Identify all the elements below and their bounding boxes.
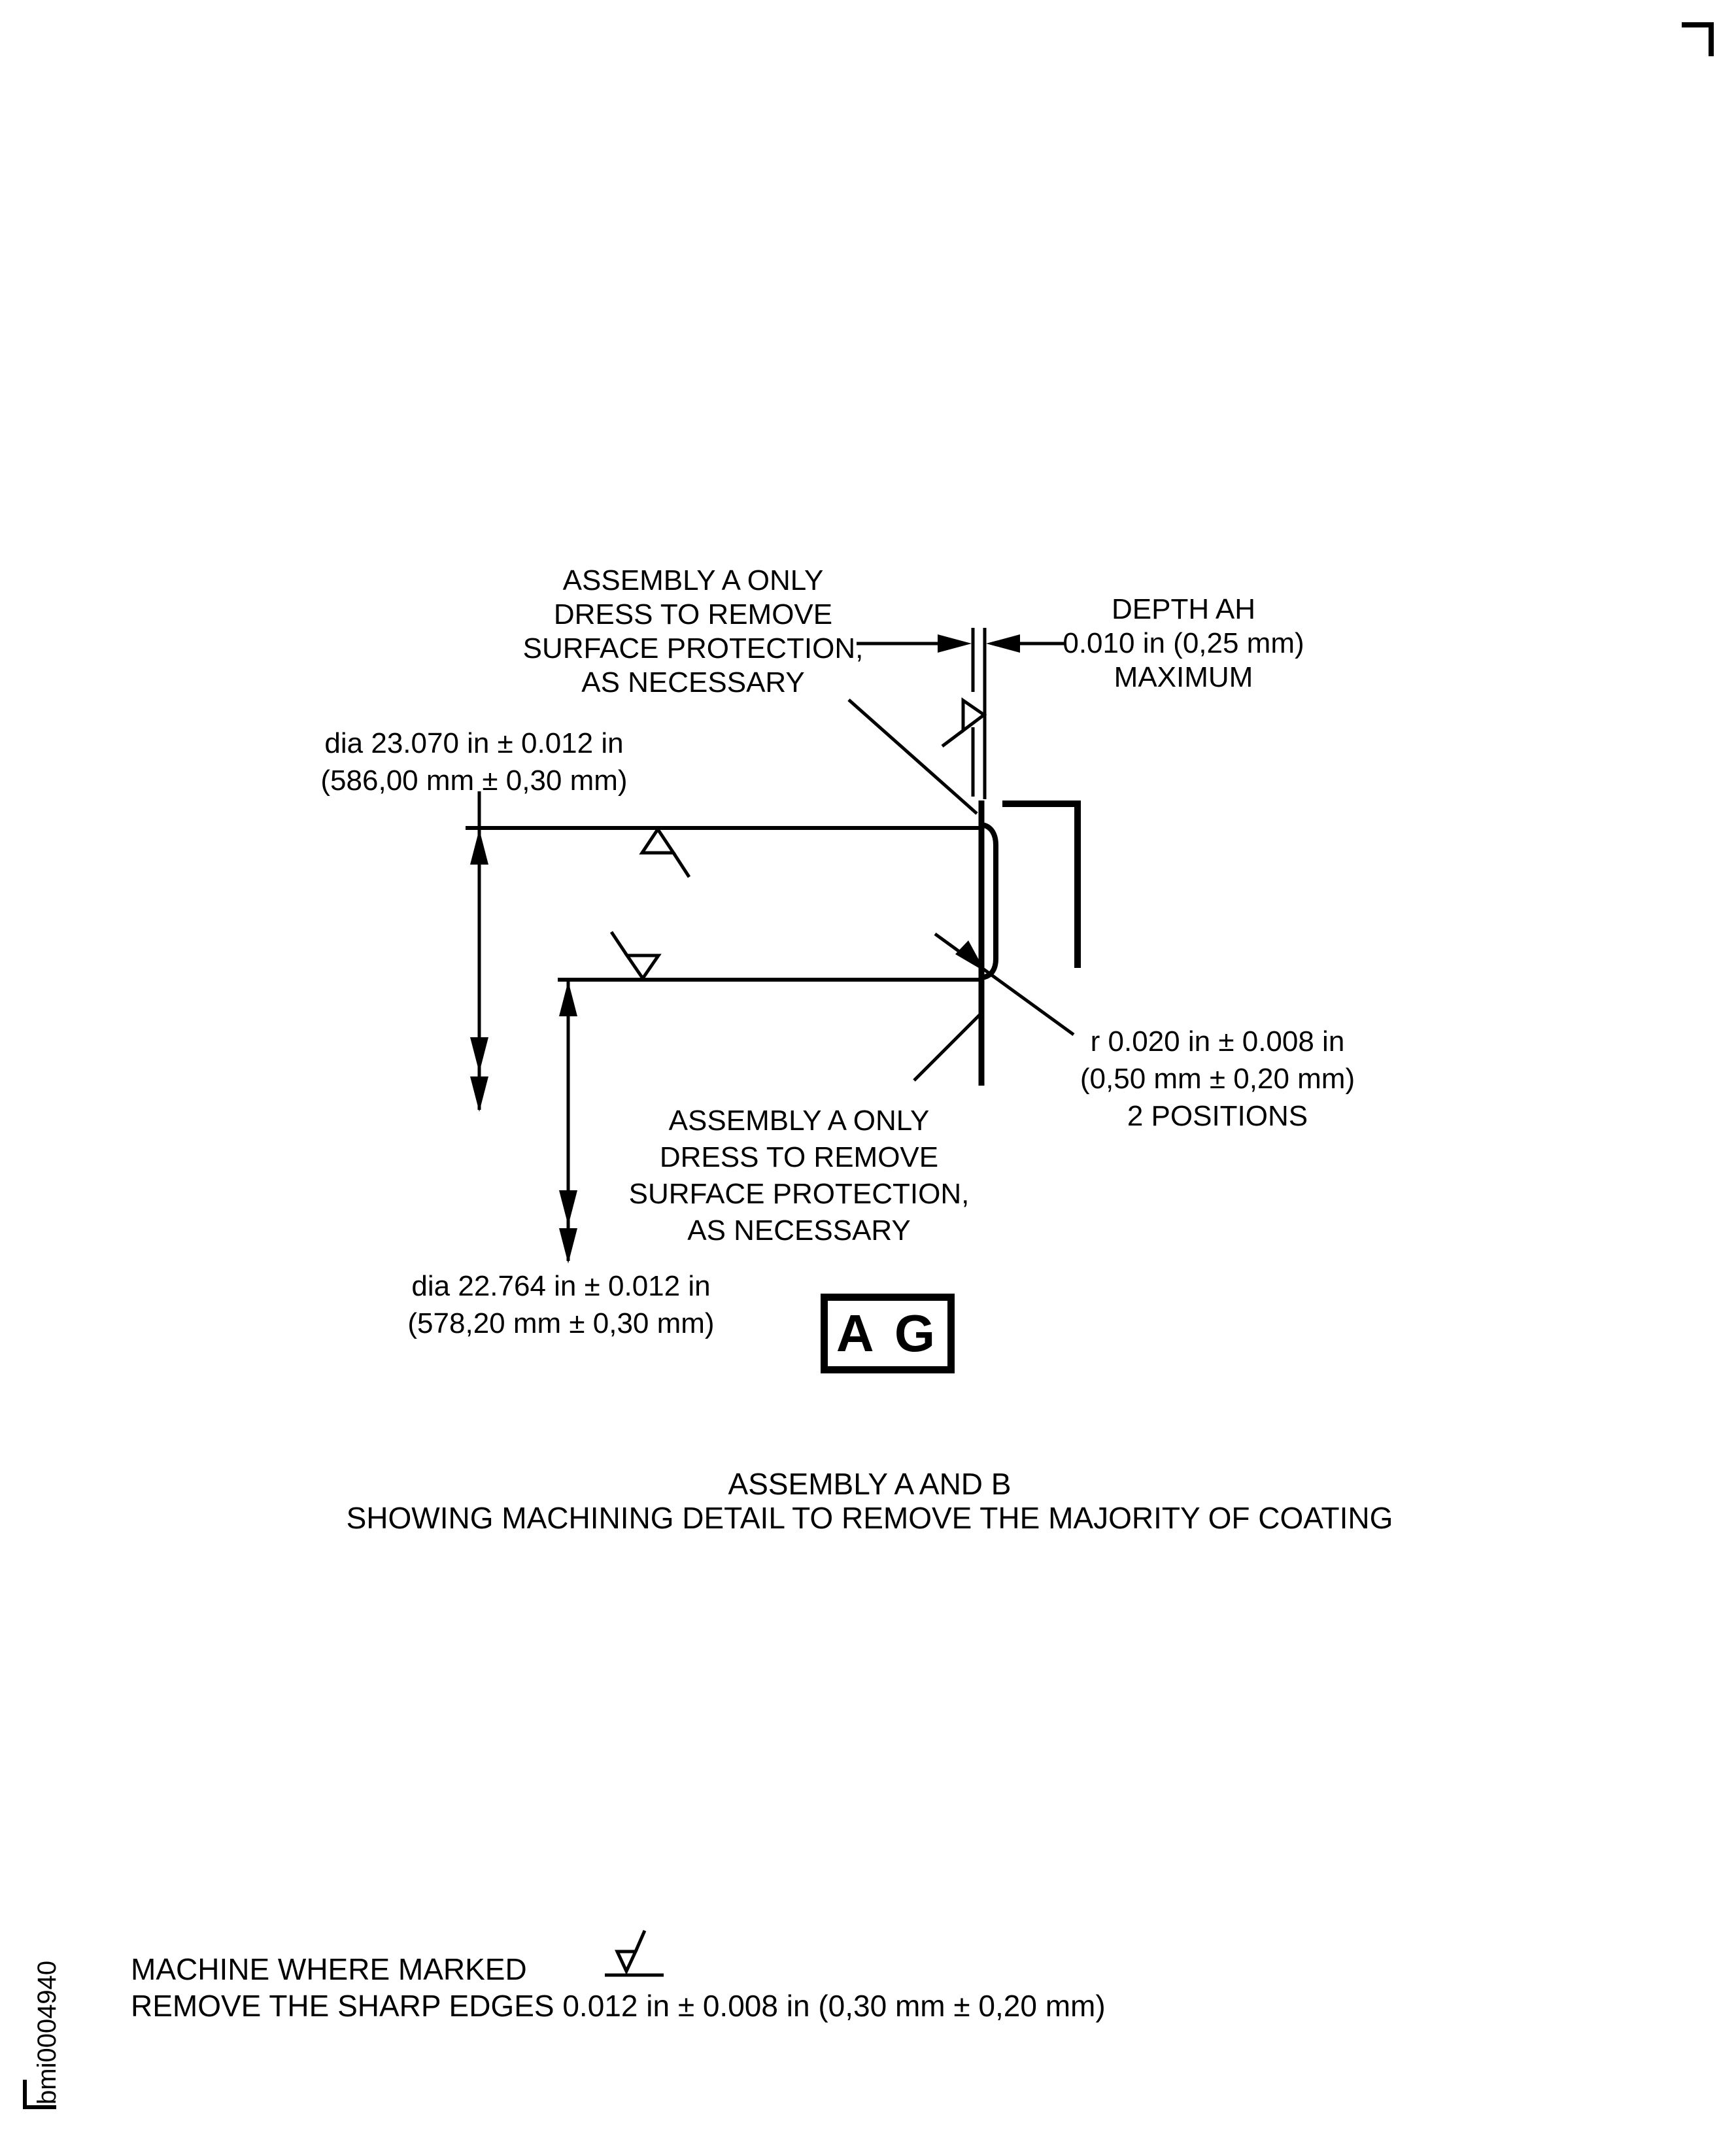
lower-dress-note-line: DRESS TO REMOVE	[659, 1141, 939, 1173]
surface-finish-icon-vertical	[963, 700, 984, 731]
depth-note	[1053, 593, 1314, 695]
upper-dress-note	[497, 564, 889, 700]
dim-arrow-down2-dia-upper	[470, 1076, 488, 1112]
depth-arrowhead-left	[938, 634, 972, 653]
depth-note-line: DEPTH AH	[1111, 593, 1256, 625]
machining-note-line1: MACHINE WHERE MARKED	[131, 1952, 527, 1986]
upper-note-leader-line	[849, 700, 977, 814]
dim-arrow-up-dia-lower	[559, 981, 577, 1016]
flag-note-marker	[821, 1294, 955, 1373]
dim-arrow-down1-dia-upper	[470, 1037, 488, 1073]
dim-arrow-up-dia-upper	[470, 829, 488, 865]
machining-symbol-icon	[617, 1952, 636, 1971]
surface-finish-icon-upper-tail	[673, 853, 689, 877]
figure-caption-line: SHOWING MACHINING DETAIL TO REMOVE THE MAJORITY OF COATING	[346, 1500, 1393, 1535]
hub-outline	[1002, 804, 1078, 968]
machining-note-line2: REMOVE THE SHARP EDGES 0.012 in ± 0.008 in (0,30 mm ± 0,20 mm)	[131, 1989, 1106, 2023]
lower-dress-note-line: SURFACE PROTECTION,	[628, 1177, 970, 1210]
lower-note-leader-line	[914, 1013, 981, 1080]
radius-leader-line	[935, 934, 1074, 1035]
lower-dress-note-line: ASSEMBLY A ONLY	[668, 1105, 930, 1137]
depth-note-line: MAXIMUM	[1114, 661, 1253, 693]
radius-note-line: r 0.020 in ± 0.008 in	[1090, 1025, 1345, 1058]
surface-finish-icon-lower-tail	[611, 932, 627, 955]
dia-lower-label-line: (578,20 mm ± 0,30 mm)	[407, 1307, 715, 1340]
radius-note	[1021, 1023, 1414, 1135]
dia-lower-label	[365, 1267, 757, 1342]
surface-finish-icon-vertical-tail	[942, 731, 963, 746]
figure-caption-line: ASSEMBLY A AND B	[728, 1467, 1012, 1501]
upper-dress-note-line: ASSEMBLY A ONLY	[562, 564, 824, 596]
surface-finish-icon-upper	[642, 829, 673, 853]
dia-upper-label-line: dia 23.070 in ± 0.012 in	[324, 727, 624, 759]
figure-caption	[216, 1468, 1523, 1535]
corner-mark-top-right	[1682, 25, 1711, 56]
dia-upper-label-line: (586,00 mm ± 0,30 mm)	[320, 765, 628, 797]
dim-arrow-down1-dia-lower	[559, 1190, 577, 1226]
dia-upper-label	[278, 725, 670, 799]
radius-note-line: 2 POSITIONS	[1127, 1100, 1308, 1133]
machining-symbol-icon-tail	[636, 1931, 645, 1952]
flag-note-label: A G	[836, 1304, 940, 1362]
depth-note-line: 0.010 in (0,25 mm)	[1063, 627, 1304, 659]
lower-dress-note-line: AS NECESSARY	[687, 1214, 911, 1247]
upper-dress-note-line: SURFACE PROTECTION,	[522, 632, 864, 664]
upper-dress-note-line: DRESS TO REMOVE	[553, 598, 833, 630]
document-id: bmi0004940	[33, 1960, 61, 2105]
radius-note-line: (0,50 mm ± 0,20 mm)	[1080, 1063, 1355, 1095]
depth-arrowhead-right	[986, 634, 1020, 653]
surface-finish-icon-lower	[627, 955, 658, 978]
lower-dress-note	[603, 1103, 995, 1249]
dia-lower-label-line: dia 22.764 in ± 0.012 in	[411, 1270, 711, 1302]
upper-dress-note-line: AS NECESSARY	[581, 666, 805, 698]
dim-arrow-down2-dia-lower	[559, 1228, 577, 1264]
